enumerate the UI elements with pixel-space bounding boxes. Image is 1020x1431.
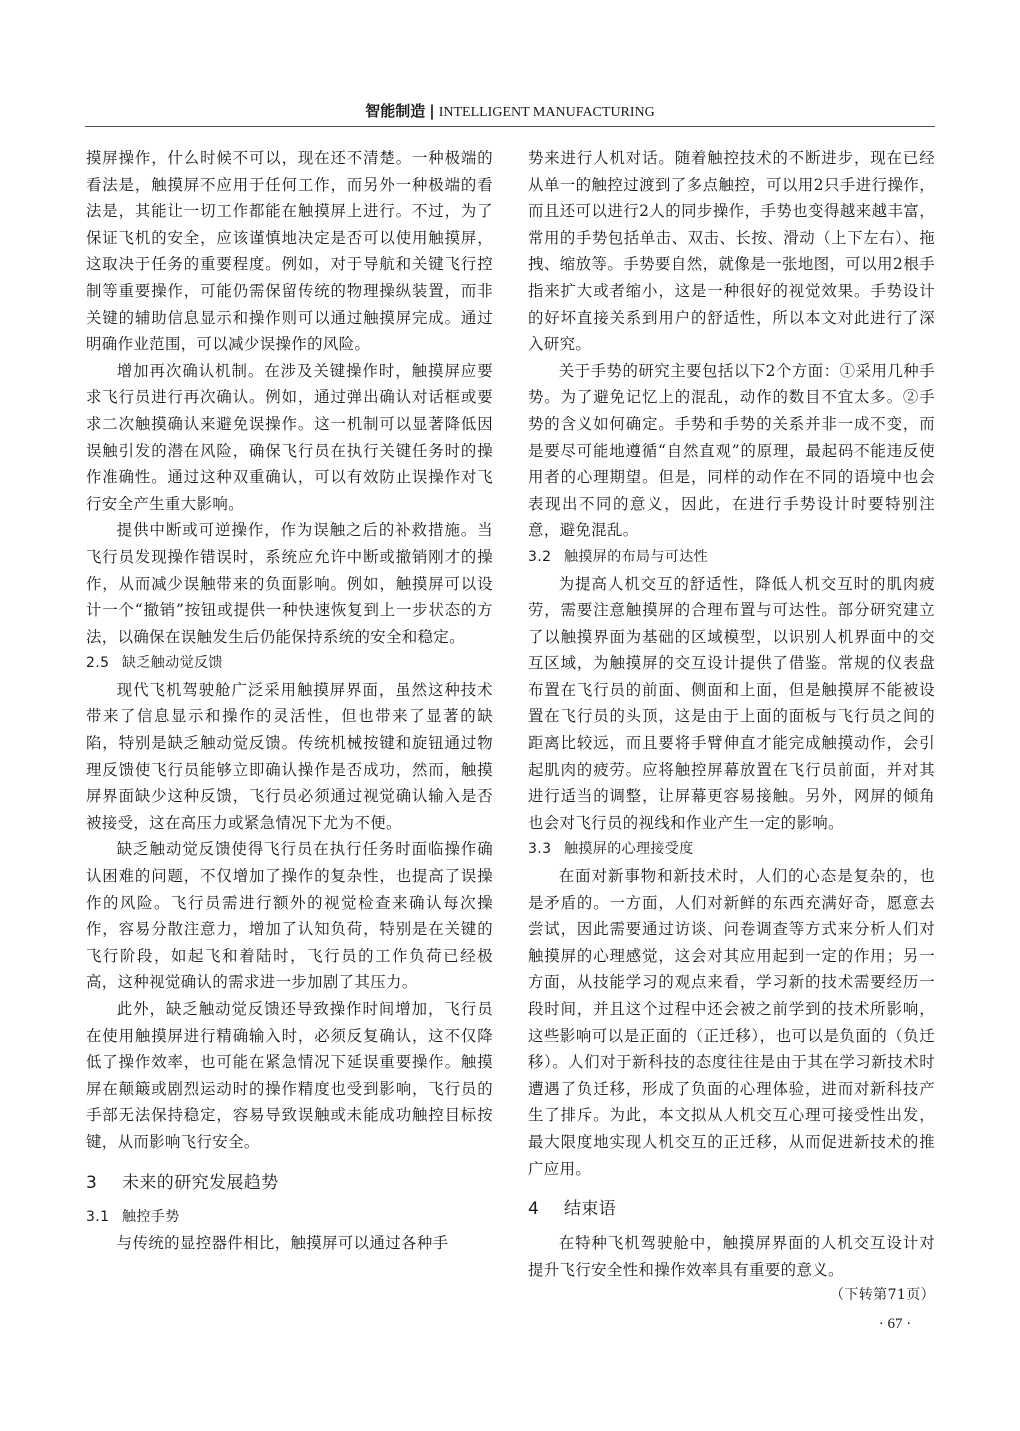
- paragraph: 提供中断或可逆操作，作为误触之后的补救措施。当飞行员发现操作错误时，系统应允许中断或撤销刚才的操作，从而减少误触带来的负面影响。例如，触摸屏可以设计一个“撤销”按钮或提供一种快速恢复到上一步状态的方法，以确保在误触发生后仍能保持系统的安全和稳定。: [86, 521, 493, 646]
- section-title: 触摸屏的心理接受度: [564, 841, 694, 858]
- page-number: · 67 ·: [878, 1316, 912, 1332]
- section-title: 缺乏触动觉反馈: [122, 655, 223, 672]
- running-header: [85, 100, 935, 127]
- section-heading-2-5: [86, 650, 493, 677]
- section-number: 3: [86, 1172, 98, 1193]
- journal-name-cn: 智能制造: [365, 102, 426, 120]
- section-heading-4: [528, 1196, 935, 1222]
- paragraph: 势来进行人机对话。随着触控技术的不断进步，现在已经从单一的触控过渡到了多点触控，可以用2只手进行操作，而且还可以进行2人的同步操作，手势也变得越来越丰富，常用的手势包括单击、双击、长按、滑动（上下左右）、拖拽、缩放等。手势要自然，就像是一张地图，可以用2根手指来扩大或者缩小，这是一种很好的视觉效果。手势设计的好坏直接关系到用户的舒适性，所以本文对此进行了深入研究。: [528, 149, 935, 354]
- paragraph: 增加再次确认机制。在涉及关键操作时，触摸屏应要求飞行员进行再次确认。例如，通过弹出确认对话框或要求二次触摸确认来避免误操作。这一机制可以显著降低因误触引发的潜在风险，确保飞行员在执行关键任务时的操作准确性。通过这种双重确认，可以有效防止误操作对飞行安全产生重大影响。: [86, 361, 493, 513]
- section-number: 3.3: [528, 841, 552, 858]
- section-title: 触控手势: [122, 1208, 180, 1225]
- right-column: [528, 145, 935, 1307]
- paragraph: 摸屏操作，什么时候不可以，现在还不清楚。一种极端的看法是，触摸屏不应用于任何工作，而另外一种极端的看法是，其能让一切工作都能在触摸屏上进行。不过，为了保证飞机的安全，应该谨慎地决定是否可以使用触摸屏，这取决于任务的重要程度。例如，对于导航和关键飞行控制等重要操作，可能仍需保留传统的物理操纵装置，而非关键的辅助信息显示和操作则可以通过触摸屏完成。通过明确作业范围，可以减少误操作的风险。: [86, 149, 493, 354]
- paragraph: 与传统的显控器件相比，触摸屏可以通过各种手: [116, 1234, 449, 1253]
- paragraph: 在特种飞机驾驶舱中，触摸屏界面的人机交互设计对提升飞行安全性和操作效率具有重要的意义。: [528, 1234, 935, 1279]
- section-title: 未来的研究发展趋势: [122, 1172, 279, 1193]
- section-heading-3-3: [528, 836, 935, 863]
- journal-name-en: INTELLIGENT MANUFACTURING: [438, 105, 655, 120]
- paragraph: 关于手势的研究主要包括以下2个方面：①采用几种手势。为了避免记忆上的混乱，动作的数目不宜太多。②手势的含义如何确定。手势和手势的关系并非一成不变，而是要尽可能地遵循“自然直观”的原理，最起码不能违反使用者的心理期望。但是，同样的动作在不同的语境中也会表现出不同的意义，因此，在进行手势设计时要特别注意，避免混乱。: [528, 361, 935, 540]
- section-heading-3-1: [86, 1204, 493, 1231]
- section-heading-3-2: [528, 544, 935, 571]
- section-number: 4: [528, 1199, 540, 1220]
- section-title: 触摸屏的布局与可达性: [564, 548, 708, 565]
- paragraph: 现代飞机驾驶舱广泛采用触摸屏界面，虽然这种技术带来了信息显示和操作的灵活性，但也带来了显著的缺陷，特别是缺乏触动觉反馈。传统机械按键和旋钮通过物理反馈使飞行员能够立即确认操作是否成功，然而，触摸屏界面缺少这种反馈，飞行员必须通过视觉确认输入是否被接受，这在高压力或紧急情况下尤为不便。: [86, 680, 493, 832]
- section-heading-3: [86, 1170, 493, 1196]
- paragraph: 为提高人机交互的舒适性，降低人机交互时的肌肉疲劳，需要注意触摸屏的合理布置与可达性。部分研究建立了以触摸界面为基础的区域模型，以识别人机界面中的交互区域，为触摸屏的交互设计提供了借鉴。常规的仪表盘布置在飞行员的前面、侧面和上面，但是触摸屏不能被设置在飞行员的头顶，这是由于上面的面板与飞行员之间的距离比较远，而且要将手臂伸直才能完成触摸动作，会引起肌肉的疲劳。应将触控屏幕放置在飞行员前面，并对其进行适当的调整，让屏幕更容易接触。另外，网屏的倾角也会对飞行员的视线和作业产生一定的影响。: [528, 574, 935, 832]
- continued-note: （下转第71页）: [829, 1287, 935, 1304]
- paragraph: 缺乏触动觉反馈使得飞行员在执行任务时面临操作确认困难的问题，不仅增加了操作的复杂性，也提高了误操作的风险。飞行员需进行额外的视觉检查来确认每次操作，容易分散注意力，增加了认知负荷，特别是在关键的飞行阶段，如起飞和着陆时，飞行员的工作负荷已经极高，这种视觉确认的需求进一步加剧了其压力。: [86, 840, 493, 992]
- section-number: 3.1: [86, 1208, 110, 1225]
- paragraph: 在面对新事物和新技术时，人们的心态是复杂的，也是矛盾的。一方面，人们对新鲜的东西充满好奇，愿意去尝试，因此需要通过访谈、问卷调查等方式来分析人们对触摸屏的心理感觉，这会对其应用起到一定的作用；另一方面，从技能学习的观点来看，学习新的技术需要经历一段时间，并且这个过程中还会被之前学到的技术所影响，这些影响可以是正面的（正迁移），也可以是负面的（负迁移）。人们对于新科技的态度往往是由于其在学习新技术时遭遇了负迁移，形成了负面的心理体验，进而对新科技产生了排斥。为此，本文拟从人机交互心理可接受性出发，最大限度地实现人机交互的正迁移，从而促进新技术的推广应用。: [528, 867, 935, 1178]
- paragraph: 此外，缺乏触动觉反馈还导致操作时间增加，飞行员在使用触摸屏进行精确输入时，必须反复确认，这不仅降低了操作效率，也可能在紧急情况下延误重要操作。触摸屏在颠簸或剧烈运动时的操作精度也受到影响，飞行员的手部无法保持稳定，容易导致误触或未能成功触控目标按键，从而影响飞行安全。: [86, 1000, 493, 1151]
- section-number: 2.5: [86, 655, 110, 672]
- header-separator: |: [429, 102, 435, 120]
- section-number: 3.2: [528, 548, 552, 565]
- left-column: [86, 145, 493, 1257]
- section-title: 结束语: [564, 1199, 617, 1220]
